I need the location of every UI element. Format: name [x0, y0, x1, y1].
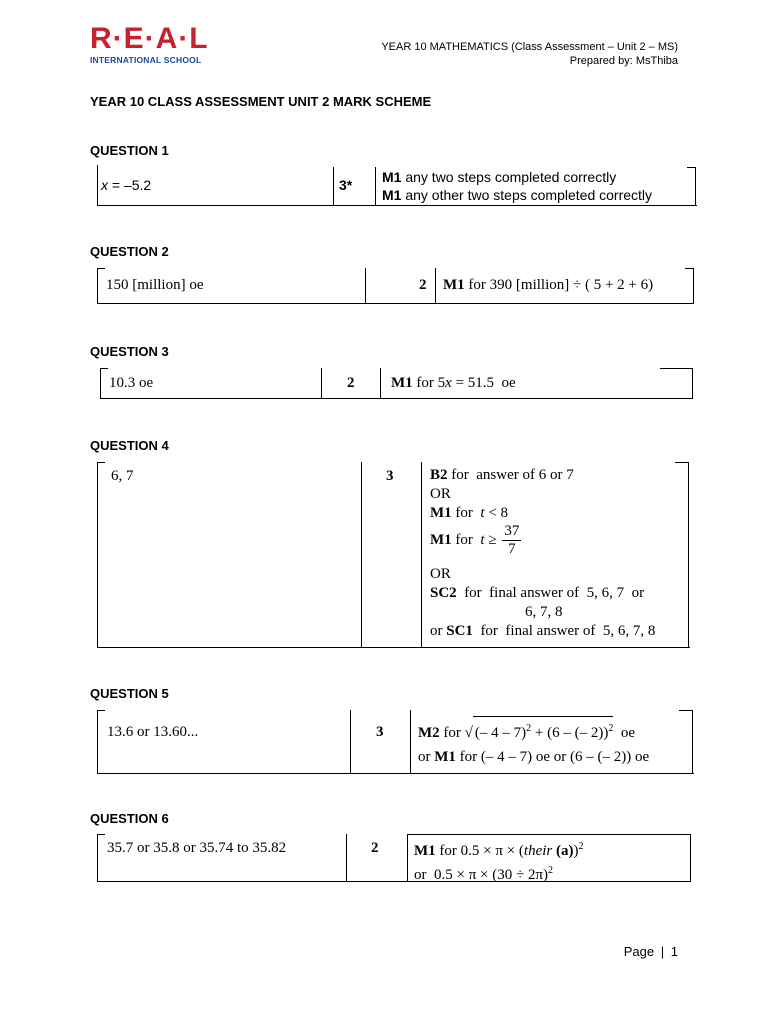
- question-4-note-2: OR: [430, 486, 451, 502]
- school-logo: [90, 24, 209, 65]
- question-5-answer: 13.6 or 13.60...: [107, 724, 199, 740]
- question-1-note-1: M1 any two steps completed correctly: [382, 169, 617, 185]
- question-2-marks: 2: [419, 277, 427, 293]
- question-6-note-2: or $0.5 \times \pi \times (30 \div 2\pi)^2$: [414, 865, 554, 883]
- question-5-marks: 3: [376, 724, 384, 740]
- question-6-marks: 2: [371, 840, 379, 856]
- question-6-notes: [414, 837, 584, 885]
- question-6-label: QUESTION 6: [90, 811, 169, 826]
- question-3-note-1: M1 for 5x = 51.5 oe: [391, 375, 516, 391]
- question-1-marks: 3*: [339, 177, 353, 193]
- document-header: [381, 40, 678, 68]
- question-2-answer: 150 [million] oe: [106, 277, 204, 293]
- question-4-note-6: SC2 for final answer of 5, 6, 7 or: [430, 585, 645, 601]
- question-4-note-3: M1 for t < 8: [430, 505, 509, 521]
- question-5-mark-scheme: [97, 708, 694, 776]
- header-course-line: YEAR 10 MATHEMATICS (Class Assessment – Unit 2 – MS): [381, 41, 678, 53]
- logo-subtitle: INTERNATIONAL SCHOOL: [90, 55, 202, 65]
- question-2-label: QUESTION 2: [90, 244, 169, 259]
- question-5-note-1: M2 for √ (– 4 – 7)$^2$ + (6 – (– 2))$^2$ oe: [418, 716, 649, 745]
- question-4-note-1: B2 for answer of 6 or 7: [430, 467, 574, 483]
- question-5-note-2: or M1 for (– 4 – 7) oe or (6 – (– 2)) oe: [418, 749, 650, 765]
- question-4-note-7: 6, 7, 8: [525, 604, 563, 620]
- header-author-line: Prepared by: MsThiba: [569, 55, 678, 67]
- question-4-note-4: M1 for t ≥ $\frac{37}{7}$: [430, 523, 520, 557]
- question-5-label: QUESTION 5: [90, 686, 169, 701]
- question-6-answer: 35.7 or 35.8 or 35.74 to 35.82: [107, 840, 287, 856]
- page-title: YEAR 10 CLASS ASSESSMENT UNIT 2 MARK SCHEME: [90, 94, 432, 109]
- question-4-note-8: or SC1 for final answer of 5, 6, 7, 8: [430, 623, 656, 639]
- question-1-mark-scheme: [97, 165, 697, 207]
- question-1-answer: x = –5.2: [101, 177, 152, 193]
- question-3-marks: 2: [347, 375, 355, 391]
- question-1-notes: [382, 168, 652, 204]
- question-3-label: QUESTION 3: [90, 344, 169, 359]
- question-3-mark-scheme: [100, 366, 694, 400]
- question-6-mark-scheme: [97, 832, 694, 884]
- page-number: 1: [670, 944, 678, 959]
- question-4-note-5: OR: [430, 566, 451, 582]
- page-footer: Page | 1: [623, 944, 678, 959]
- question-2-note-1: M1 for 390 [million] ÷ ( 5 + 2 + 6): [443, 277, 654, 293]
- question-4-mark-scheme: [97, 460, 694, 650]
- question-2-mark-scheme: [97, 266, 694, 306]
- logo-text: R·E·A·L: [90, 22, 209, 55]
- question-4-answer: 6, 7: [111, 468, 134, 484]
- question-5-notes: [418, 716, 649, 769]
- question-1-label: QUESTION 1: [90, 143, 169, 158]
- question-3-answer: 10.3 oe: [109, 375, 154, 391]
- question-1-note-2: M1 any other two steps completed correctly: [382, 187, 653, 203]
- question-6-note-1: M1 for 0.5 × π × (their (a))$^2$: [414, 841, 584, 859]
- question-4-label: QUESTION 4: [90, 438, 169, 453]
- question-4-marks: 3: [386, 468, 394, 484]
- page-label: Page: [623, 944, 655, 959]
- question-4-notes: [430, 466, 655, 641]
